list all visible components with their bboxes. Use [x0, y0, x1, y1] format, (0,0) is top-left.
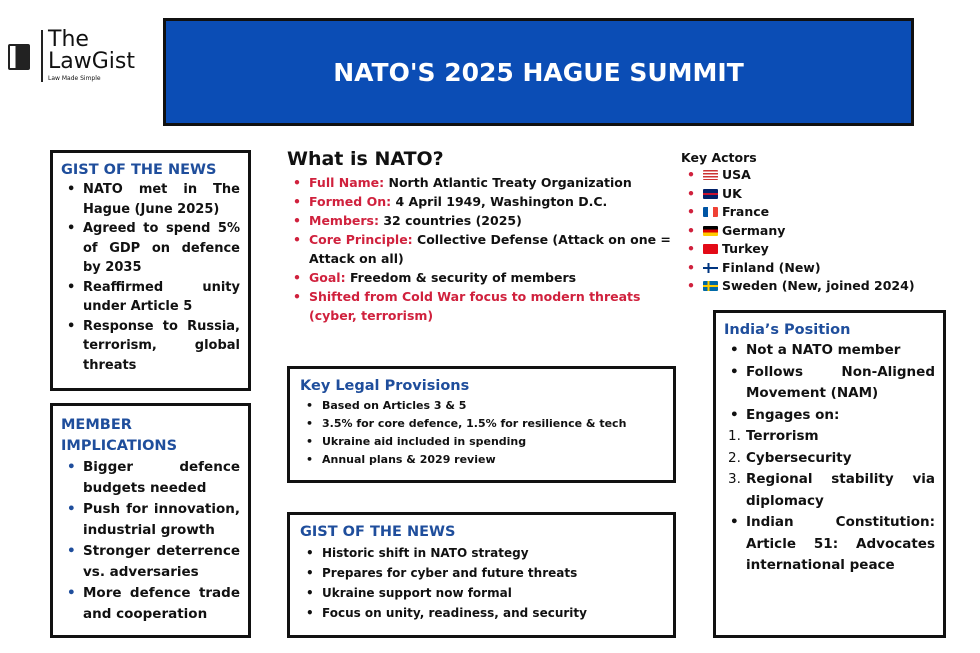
sub-text: Regional stability via diplomacy	[746, 471, 935, 509]
list-item: • Historic shift in NATO strategy	[300, 543, 665, 563]
actor-name: Turkey	[722, 241, 769, 256]
india-heading: India’s Position	[724, 322, 851, 338]
list-item: • Ukraine support now formal	[300, 583, 665, 603]
sub-text: Terrorism	[746, 428, 819, 444]
actor-item	[681, 259, 921, 278]
what-heading: What is NATO?	[287, 148, 444, 170]
list-item: • Prepares for cyber and future threats	[300, 563, 665, 583]
sub-item	[724, 448, 935, 470]
actor-item	[681, 277, 921, 296]
sub-number: 2.	[728, 449, 741, 466]
actor-item	[681, 203, 921, 222]
actor-name: Finland (New)	[722, 259, 821, 275]
actor-name: USA	[722, 167, 751, 182]
book-gavel-icon	[8, 44, 30, 70]
gist-left-heading: GIST OF THE NEWS	[61, 162, 217, 178]
item-text: North Atlantic Treaty Organization	[388, 175, 632, 190]
finland-flag-icon	[703, 263, 718, 273]
actor-item	[681, 222, 921, 241]
list-item	[287, 287, 677, 325]
sub-item	[724, 469, 935, 512]
list-item: • Based on Articles 3 & 5	[300, 397, 665, 415]
actor-item	[681, 240, 921, 259]
key-actors	[681, 150, 921, 296]
actor-name: Germany	[722, 222, 786, 238]
uk-flag-icon	[703, 189, 718, 199]
list-item: • Bigger defence budgets needed	[61, 457, 240, 499]
list-item	[287, 192, 677, 211]
item-text: 32 countries (2025)	[383, 213, 522, 228]
list-item: • Annual plans & 2029 review	[300, 451, 665, 469]
item-label: Full Name:	[309, 175, 385, 190]
what-is-nato	[287, 148, 677, 325]
actor-name: France	[722, 204, 770, 219]
actor-item	[681, 166, 921, 185]
item-label: Members:	[309, 213, 379, 228]
item-text: 4 April 1949, Washington D.C.	[395, 194, 608, 209]
item-label: Shifted from Cold War focus to modern threats (cyber, terrorism)	[309, 289, 641, 323]
item-label: Goal:	[309, 270, 346, 285]
us-flag-icon	[703, 170, 718, 180]
list-item: • Follows Non-Aligned Movement (NAM)	[724, 362, 935, 405]
list-item: • Engages on:	[724, 405, 935, 427]
list-item	[287, 173, 677, 192]
list-item: • Ukraine aid included in spending	[300, 433, 665, 451]
logo-text-1: The	[48, 27, 89, 52]
sub-text: Cybersecurity	[746, 449, 852, 466]
gist-left-box	[50, 150, 251, 391]
actor-name: UK	[722, 185, 742, 201]
sub-number: 3.	[728, 471, 741, 487]
list-item: • Not a NATO member	[724, 340, 935, 362]
sweden-flag-icon	[703, 281, 718, 291]
india-position-box	[713, 310, 946, 638]
item-text: Freedom & security of members	[349, 270, 577, 285]
legal-heading: Key Legal Provisions	[300, 378, 470, 394]
logo	[6, 27, 146, 88]
logo-text-2: LawGist	[48, 49, 135, 74]
list-item: • Focus on unity, readiness, and security	[300, 603, 665, 623]
list-item: • Push for innovation, industrial growth	[61, 499, 240, 541]
list-item: • 3.5% for core defence, 1.5% for resilience & tech	[300, 415, 665, 433]
list-item: • Reaffirmed unity under Article 5	[61, 278, 240, 317]
list-item: • NATO met in The Hague (June 2025)	[61, 180, 240, 219]
turkey-flag-icon	[703, 244, 718, 254]
title-banner	[163, 18, 914, 126]
gist-bottom-box	[287, 512, 676, 638]
list-item: • Indian Constitution: Article 51: Advocates international peace	[724, 512, 935, 577]
germany-flag-icon	[703, 226, 718, 236]
member-heading: MEMBER IMPLICATIONS	[61, 417, 178, 454]
actor-name: Sweden (New, joined 2024)	[722, 278, 915, 293]
list-item: • Agreed to spend 5% of GDP on defence by 2035	[61, 219, 240, 278]
item-text: Collective Defense (Attack on one = Attack on all)	[309, 232, 671, 266]
page-title: NATO'S 2025 HAGUE SUMMIT	[333, 57, 744, 87]
list-item	[287, 268, 677, 287]
france-flag-icon	[703, 207, 718, 217]
actors-heading: Key Actors	[681, 150, 757, 165]
list-item: • Stronger deterrence vs. adversaries	[61, 541, 240, 583]
member-implications-box	[50, 403, 251, 638]
logo-tagline: Law Made Simple	[48, 75, 101, 82]
logo-divider	[41, 30, 43, 82]
sub-item	[724, 426, 935, 448]
item-label: Core Principle:	[309, 232, 413, 247]
item-label: Formed On:	[309, 194, 392, 209]
gist-bottom-heading: GIST OF THE NEWS	[300, 524, 456, 540]
list-item: • More defence trade and cooperation	[61, 583, 240, 625]
actor-item	[681, 185, 921, 204]
key-legal-box	[287, 366, 676, 483]
list-item	[287, 211, 677, 230]
list-item: • Response to Russia, terrorism, global threats	[61, 317, 240, 376]
sub-number: 1.	[728, 428, 741, 444]
list-item	[287, 230, 677, 268]
